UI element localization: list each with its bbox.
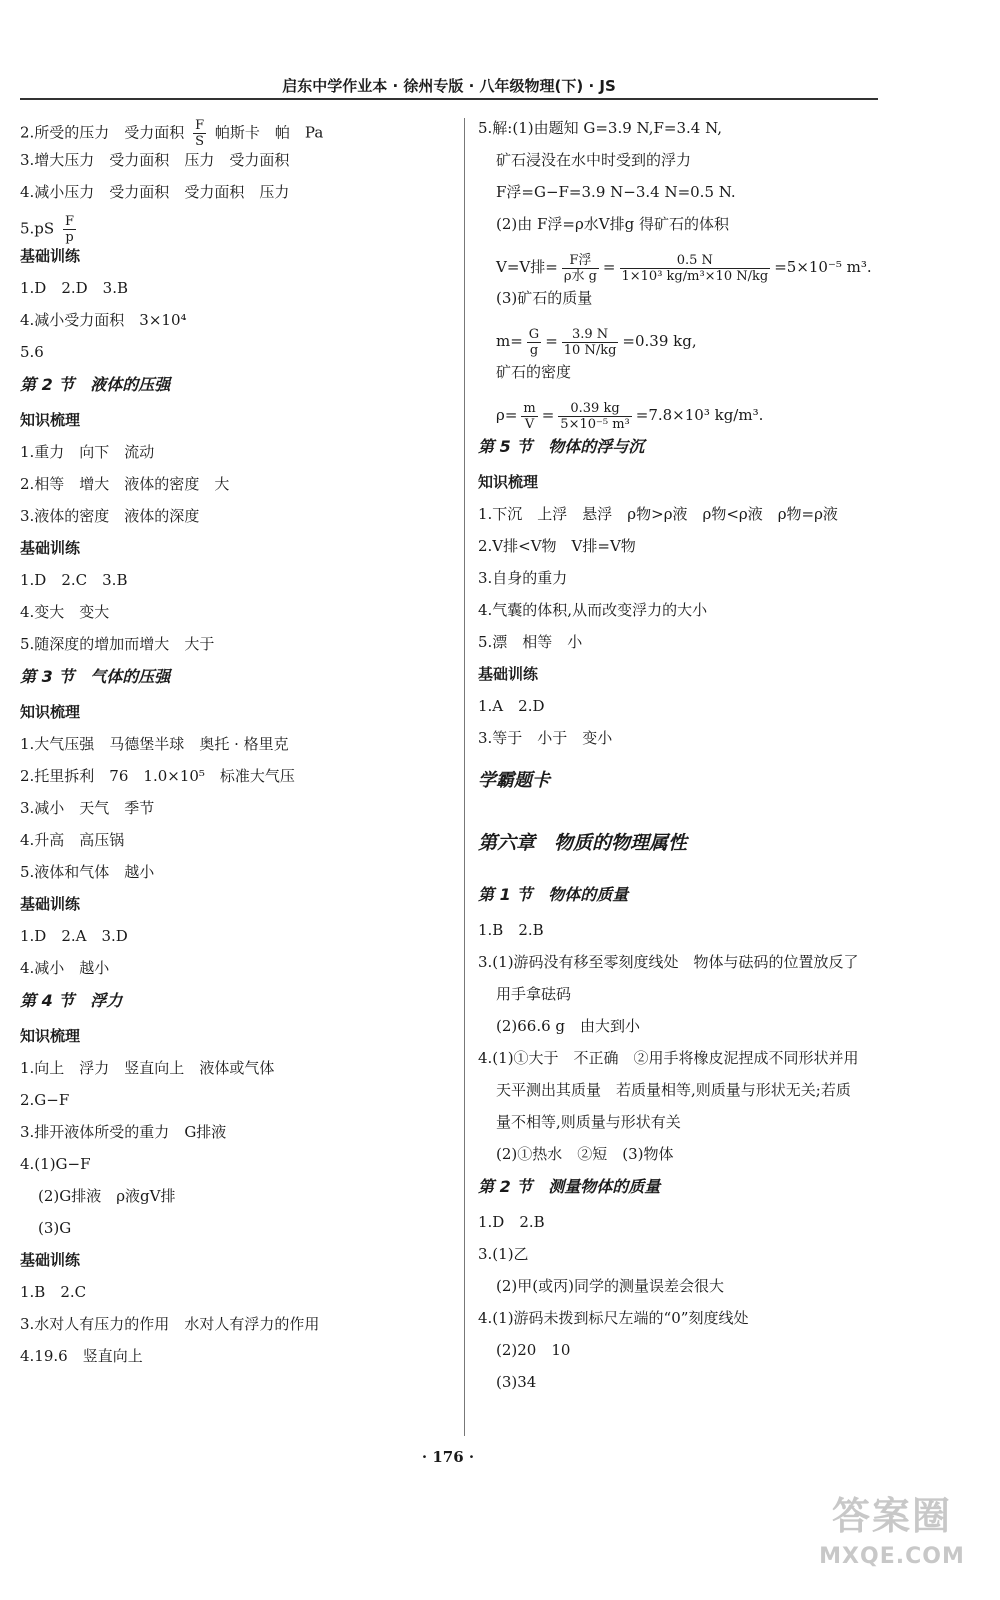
answer-line: 5.漂 相等 小 [478, 633, 583, 651]
subsection-heading: 知识梳理 [20, 703, 81, 721]
watermark-logo: 答案圈 [831, 1494, 952, 1538]
subsection-heading: 知识梳理 [20, 411, 81, 429]
answer-line: 4.升高 高压锅 [20, 831, 125, 849]
numerator: F [64, 214, 75, 229]
fraction [527, 327, 541, 358]
answer-line: 4.19.6 竖直向上 [20, 1347, 143, 1365]
chapter-heading: 第六章 物质的物理属性 [478, 832, 688, 854]
answer-line: 5.液体和气体 越小 [20, 863, 155, 881]
fraction [521, 401, 537, 432]
numerator: m [523, 400, 536, 416]
denominator: V [524, 416, 535, 432]
answer-line: (2)甲(或丙)同学的测量误差会很大 [496, 1277, 724, 1295]
numerator: F [195, 118, 205, 133]
formula-text: m= [496, 332, 523, 350]
answer-line: F浮=G−F=3.9 N−3.4 N=0.5 N. [496, 183, 736, 201]
answer-line: 5.解:(1)由题知 G=3.9 N,F=3.4 N, [478, 119, 723, 137]
numerator: 3.9 N [562, 327, 619, 343]
answer-line: (3)矿石的质量 [496, 289, 593, 307]
banner-heading: 学霸题卡 [478, 770, 550, 791]
section-heading: 第 1 节 物体的质量 [478, 885, 629, 904]
formula-line [478, 394, 888, 436]
fraction [558, 401, 631, 432]
subsection-heading: 基础训练 [20, 895, 81, 913]
answer-line: 3.(1)游码没有移至零刻度线处 物体与砝码的位置放反了 [478, 953, 859, 971]
answer-line: 3.排开液体所受的重力 G排液 [20, 1123, 227, 1141]
section-heading: 第 5 节 物体的浮与沉 [478, 437, 645, 456]
fraction [620, 253, 771, 284]
answer-line [20, 118, 450, 150]
answer-line: 1.D 2.D 3.B [20, 279, 129, 297]
answer-line: (2)由 F浮=ρ水V排g 得矿石的体积 [496, 215, 730, 233]
formula-text: = [541, 406, 555, 424]
answer-line: 4.减小 越小 [20, 959, 110, 977]
fraction [193, 118, 206, 149]
answer-line: (2)G排液 ρ液gV排 [38, 1187, 176, 1205]
formula-line [478, 320, 888, 362]
answer-line: 1.D 2.B [478, 1213, 545, 1231]
answer-line: 2.托里拆利 76 1.0×10⁵ 标准大气压 [20, 767, 295, 785]
answer-line: 3.减小 天气 季节 [20, 799, 155, 817]
answer-line: (2)①热水 ②短 (3)物体 [496, 1145, 674, 1163]
column-divider [464, 118, 465, 1436]
answer-line [20, 214, 450, 246]
formula-text: = [545, 332, 558, 350]
denominator: p [65, 230, 74, 245]
answer-line: 4.(1)G−F [20, 1155, 91, 1173]
fraction [63, 214, 76, 245]
answer-line: 1.D 2.A 3.D [20, 927, 128, 945]
answer-line: 2.G−F [20, 1091, 70, 1109]
section-heading: 第 2 节 液体的压强 [20, 375, 171, 394]
denominator: 1×10³ kg/m³×10 N/kg [621, 268, 769, 284]
answer-line: (3)G [38, 1219, 72, 1237]
subsection-heading: 基础训练 [20, 539, 81, 557]
answer-line: 3.自身的重力 [478, 569, 568, 587]
answer-line: 4.减小受力面积 3×10⁴ [20, 311, 187, 329]
formula-text: =7.8×10³ kg/m³. [635, 406, 764, 424]
subsection-heading: 基础训练 [20, 247, 81, 265]
formula-text: =5×10⁻⁵ m³. [774, 258, 872, 276]
answer-line: 4.(1)游码未拨到标尺左端的“0”刻度线处 [478, 1309, 749, 1327]
answer-line: 3.液体的密度 液体的深度 [20, 507, 200, 525]
watermark-site: MXQE.COM [819, 1544, 965, 1569]
answer-line: 4.变大 变大 [20, 603, 110, 621]
numerator: 0.39 kg [558, 401, 631, 417]
answer-line: 5.6 [20, 343, 44, 361]
answer-line: (2)66.6 g 由大到小 [496, 1017, 641, 1035]
answer-line: 4.(1)①大于 不正确 ②用手将橡皮泥捏成不同形状并用 [478, 1049, 859, 1067]
section-heading: 第 3 节 气体的压强 [20, 667, 171, 686]
formula-line [478, 246, 888, 288]
formula-text: =0.39 kg, [622, 332, 697, 350]
answer-line: (2)20 10 [496, 1341, 571, 1359]
numerator: G [528, 326, 540, 342]
right-column [478, 118, 888, 1404]
answer-line: 1.B 2.C [20, 1283, 87, 1301]
answer-line: 矿石浸没在水中时受到的浮力 [496, 151, 692, 169]
answer-line: 用手拿砝码 [496, 985, 572, 1003]
answer-line: 2.相等 增大 液体的密度 大 [20, 475, 230, 493]
denominator: 5×10⁻⁵ m³ [560, 416, 630, 432]
section-heading: 第 2 节 测量物体的质量 [478, 1177, 661, 1196]
answer-line: 3.(1)乙 [478, 1245, 529, 1263]
subsection-heading: 基础训练 [20, 1251, 81, 1269]
answer-line: 1.大气压强 马德堡半球 奥托 · 格里克 [20, 735, 289, 753]
answer-line: 3.水对人有压力的作用 水对人有浮力的作用 [20, 1315, 320, 1333]
section-heading: 第 4 节 浮力 [20, 991, 123, 1010]
denominator: g [529, 342, 539, 358]
answer-text: 2.所受的压力 受力面积 [20, 123, 185, 142]
answer-line: 3.增大压力 受力面积 压力 受力面积 [20, 151, 290, 169]
answer-line: 1.D 2.C 3.B [20, 571, 128, 589]
answer-line: 3.等于 小于 变小 [478, 729, 613, 747]
formula-text: = [602, 258, 616, 276]
answer-line: 5.随深度的增加而增大 大于 [20, 635, 215, 653]
answer-line: 1.A 2.D [478, 697, 545, 715]
answer-line: 1.向上 浮力 竖直向上 液体或气体 [20, 1059, 275, 1077]
denominator: 10 N/kg [563, 342, 617, 358]
formula-text: V=V排= [496, 258, 558, 276]
answer-line: 4.气囊的体积,从而改变浮力的大小 [478, 601, 708, 619]
answer-line: 天平测出其质量 若质量相等,则质量与形状无关;若质 [496, 1081, 851, 1099]
answer-line: 1.下沉 上浮 悬浮 ρ物>ρ液 ρ物<ρ液 ρ物=ρ液 [478, 505, 838, 523]
fraction [562, 253, 599, 284]
answer-line: 1.重力 向下 流动 [20, 443, 155, 461]
formula-text: ρ= [496, 406, 518, 424]
fraction [562, 327, 619, 358]
watermark [792, 1490, 992, 1590]
subsection-heading: 知识梳理 [478, 473, 539, 491]
page-number: · 176 · [421, 1448, 475, 1466]
answer-line: 1.B 2.B [478, 921, 544, 939]
answer-text: 5.pS [20, 219, 55, 238]
subsection-heading: 知识梳理 [20, 1027, 81, 1045]
numerator: F浮 [562, 253, 599, 269]
running-header: 启东中学作业本 · 徐州专版 · 八年级物理(下) · JS [20, 76, 878, 100]
answer-line: 矿石的密度 [496, 363, 572, 381]
answer-text: 帕斯卡 帕 Pa [214, 123, 324, 142]
answer-line: 4.减小压力 受力面积 受力面积 压力 [20, 183, 290, 201]
numerator: 0.5 N [620, 253, 771, 269]
answer-line: 量不相等,则质量与形状有关 [496, 1113, 681, 1131]
answer-line: (3)34 [496, 1373, 537, 1391]
subsection-heading: 基础训练 [478, 665, 539, 683]
left-column [20, 118, 450, 1378]
answer-line: 2.V排<V物 V排=V物 [478, 537, 636, 555]
denominator: ρ水 g [563, 268, 597, 284]
denominator: S [195, 134, 205, 149]
